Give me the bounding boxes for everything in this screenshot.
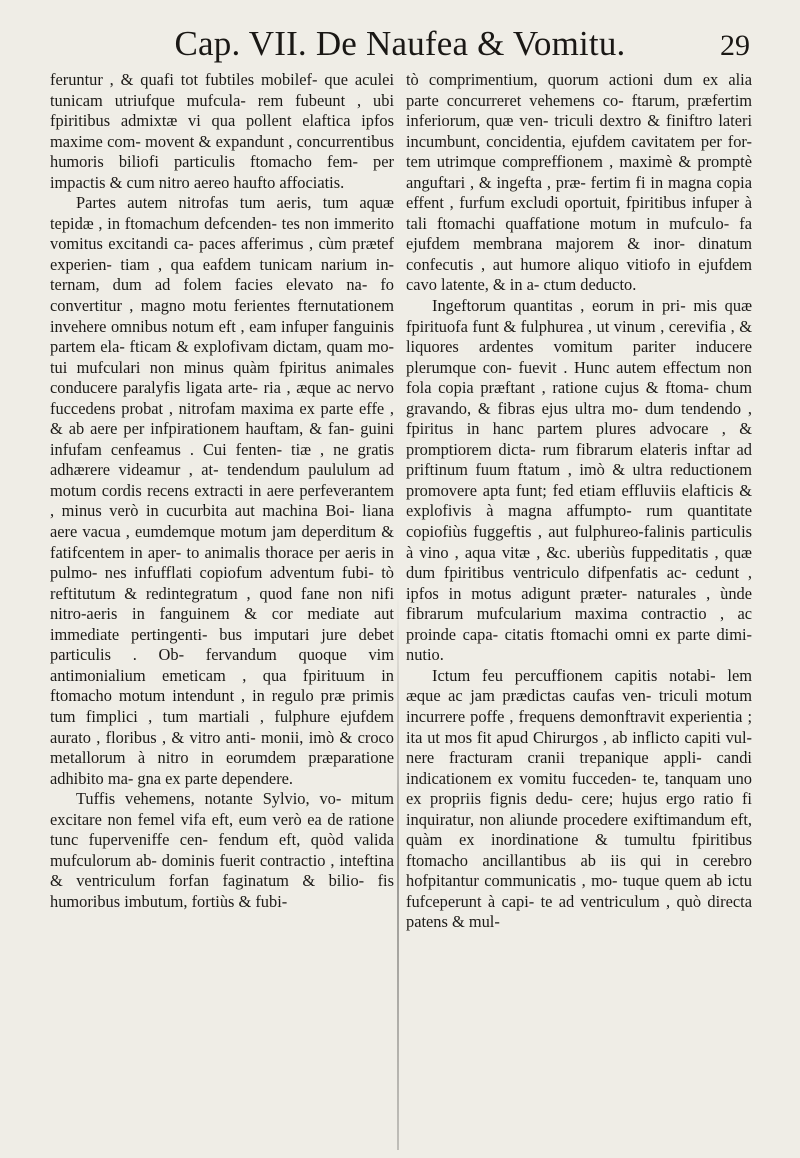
right-column (406, 70, 752, 933)
paragraph: feruntur , & quafi tot fubtiles mobilef- que aculei tunicam utriufque mufcula- rem fubeunt , ubi fpiritibus admixtæ vi qua pollent elaftica ipfos maxime com- movent & expandunt , concurrentibus humoris biliofi particulis ftomacho fem- per impactis & cum nitro aereo haufto affociatis. (50, 70, 394, 192)
left-column (50, 70, 394, 912)
running-head: Cap. VII. De Naufea & Vomitu. (174, 24, 626, 63)
paragraph: Ictum feu percuffionem capitis notabi- lem æque ac jam prædictas caufas ven- triculi motum incurrere poffe , frequens demonftravit experientia ; ita ut mos fit apud Chirurgos , ab inflicto capiti vul- nere fracturam cranii trepanique appli- candi indicationem ex vomitu fucceden- te, tanquam uno ex propriis fignis dedu- cere; hujus ergo ratio fi inquiratur, non aliunde procedere exiftimandum eft, quàm ex inordinatione & tumultu fpiritibus ftomacho ancillantibus ab iis qui in cerebro hofpitantur communicatis , mo- tuque quem ab ictu fufceperunt à capi- te ad ventriculum , quò directa patens & mul- (406, 665, 752, 932)
paragraph: Tuffis vehemens, notante Sylvio, vo- mitum excitare non femel vifa eft, eum verò ea de ratione tunc fuperveniffe cen- fendum eft, quòd valida mufculorum ab- dominis fuerit contractio , inteftina & ventriculum forfan faginatum & bilio- fis humoribus imbutum, fortiùs & fubi- (50, 789, 394, 911)
paragraph: Partes autem nitrofas tum aeris, tum aquæ tepidæ , in ftomachum defcenden- tes non immerito vomitus excitandi ca- paces afferimus , cùm prætef experien- tiam , qua eafdem tunicam narium in- ternam, dum ad folem facies elevato na- fo convertitur , magno motu ferientes fternutationem invehere omnibus notum eft , eam infuper fanguinis partem ela- fticam & explofivam dictam, quam mo- tui mufculari non minus quàm fpiritus animales conducere paralyfis ligata arte- ria , æque ac nervo fuccedens probat , nitrofam maxima ex parte effe , & ab aere per infpirationem hauftam, & fan- guini infufam cenfeamus . Cui fenten- tiæ , ne gratis adhærere videamur , at- tendendum paululum ad motum cordis recens extracti in aere perfeverantem , minus verò in cucurbita aut machina Boi- liana aere vacua , eumdemque motum jam deperditum & fatifcentem in aper- to animalis thorace per aeris in pulmo- nes infufflati copiofum adventum fubi- tò reftitutum & redintegratum , quod fane non nifi nitro-aeris in fanguinem & cor mediate aut immediate pertingenti- bus imputari jure debet particulis . Ob- fervandum quoque vim antimonialium emeticam , qua fpirituum in ftomacho motum intendunt , in regulo præ primis tum fimplici , tum martiali , fulphure ejufdem aurato , floribus , & vitro anti- monii, imò & croco metallorum à nitro in eorumdem præparatione adhibito ma- gna ex parte dependere. (50, 193, 394, 788)
page-number: 29 (720, 29, 750, 62)
paragraph: Ingeftorum quantitas , eorum in pri- mis quæ fpirituofa funt & fulphurea , ut vinum , cerevifia , & liquores ardentes vomitum pariter inducere plerumque con- fuevit . Hunc autem effectum non fola copia præftant , ratione cujus & ftoma- chum gravando, & fibras ejus ultra mo- dum tendendo , fpiritus in hanc partem plures advocare , & promptiorem dicta- rum fibrarum elateris inftar ad priftinum fuum ftatum , imò & ultra reductionem promovere apta funt; fed etiam effluviis elafticis & explofivis à magna affumpto- rum quantitate copiofiùs fuggeftis , aut fulphureo-falinis particulis à vino , aqua vitæ , &c. uberiùs fuppeditatis , quæ dum fpiritibus ventriculo difpenfatis ac- cedunt , ipfos in motus adigunt præter- naturales , ùnde fibrarum mufcularium maxima contractio , ac proinde capa- citatis ftomachi omni ex parte dimi- nutio. (406, 296, 752, 665)
paragraph: tò comprimentium, quorum actioni dum ex alia parte concurreret vehemens co- ftarum, præfertim inferiorum, quæ ven- triculi dextro & finiftro lateri incumbunt, concidentia, ejufdem cavitatem per for- tem utrimque compreffionem , maximè & promptè anguftari , & ingefta , præ- fertim fi in magna copia effent , furfum excludi oportuit, fpiritibus infuper à tali ftomachi quaffatione motum in mufculo- fa ejufdem membrana majorem & inor- dinatum confecutis , aut humore aliquo vitiofo in ejufdem cavo latente, & in a- ctum deducto. (406, 70, 752, 295)
gutter-shadow (397, 590, 399, 1150)
